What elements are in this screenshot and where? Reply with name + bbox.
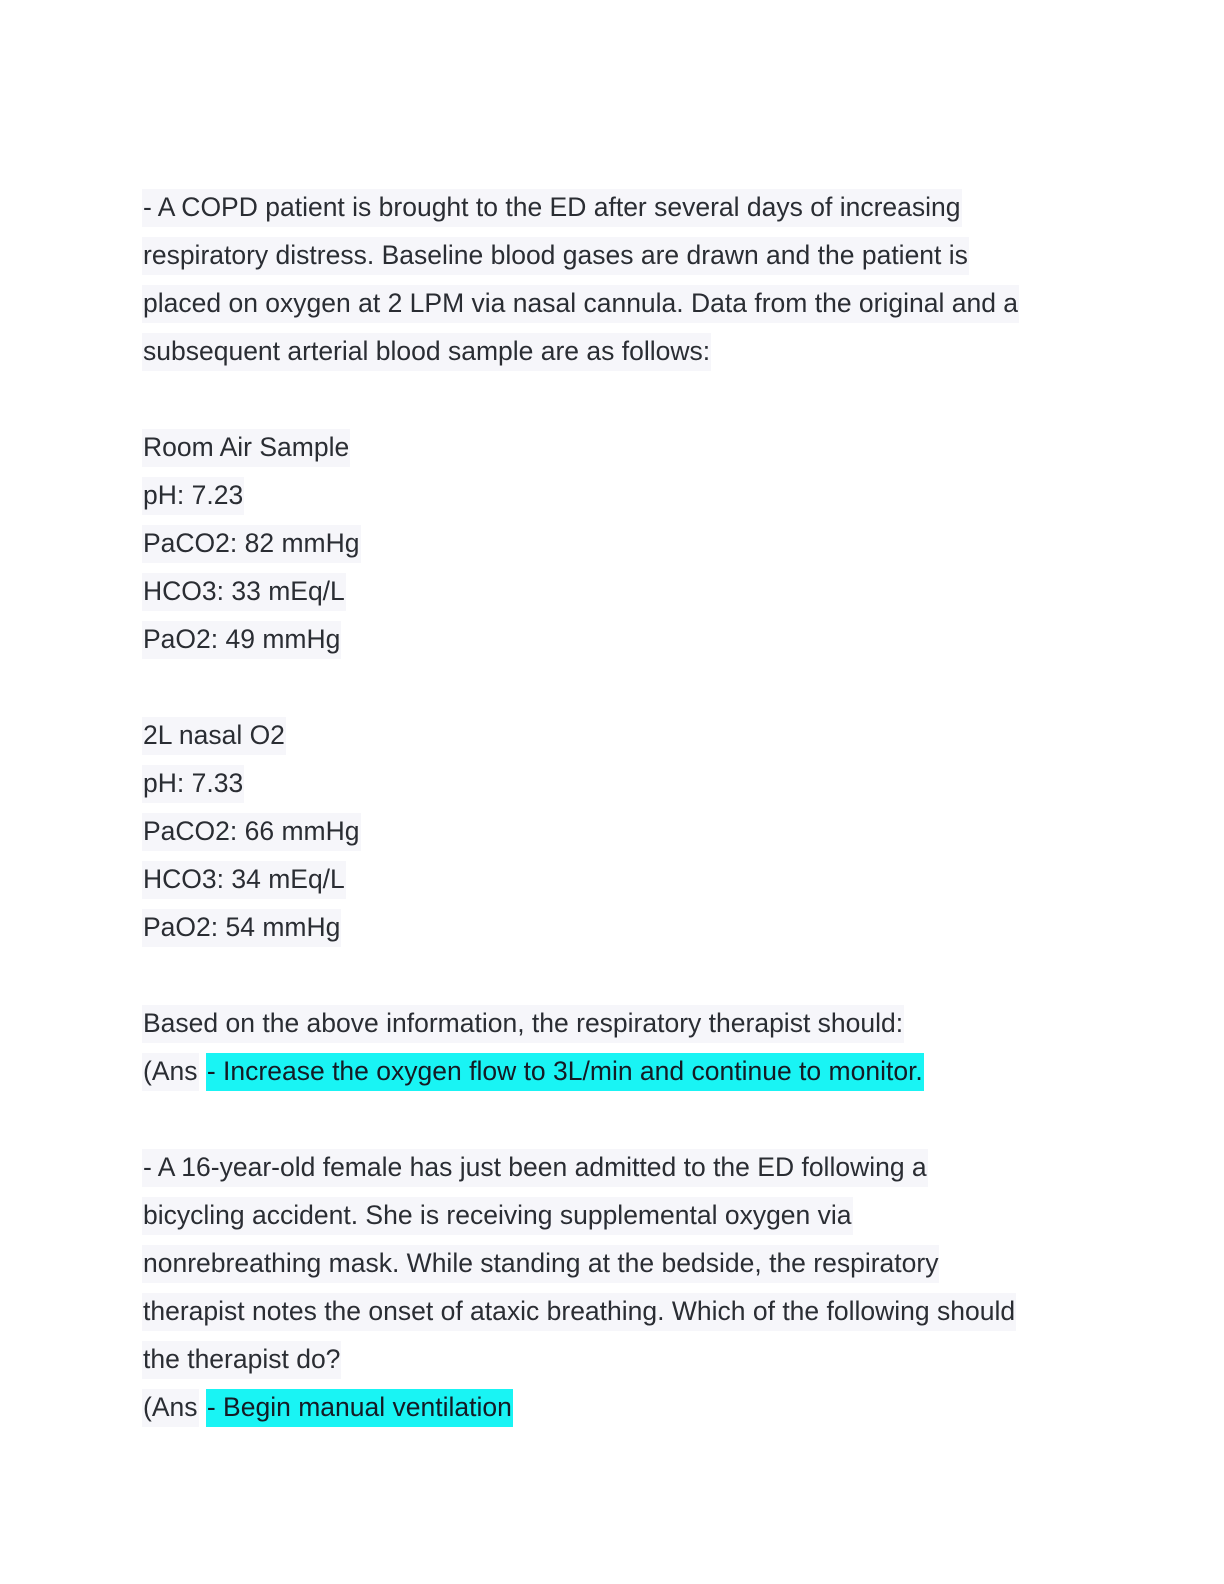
room-air-pao2: PaO2: 49 mmHg [142,621,341,659]
nasal-o2-paco2: PaCO2: 66 mmHg [142,813,361,851]
question-1-line-2: respiratory distress. Baseline blood gases are drawn and the patient is [142,237,969,275]
question-1 [142,183,1082,1095]
question-2-line-3: nonrebreathing mask. While standing at the bedside, the respiratory [142,1245,939,1283]
question-1-prompt: Based on the above information, the respiratory therapist should: [142,1005,904,1043]
question-2-line-2: bicycling accident. She is receiving supplemental oxygen via [142,1197,853,1235]
nasal-o2-ph: pH: 7.33 [142,765,244,803]
room-air-sample [142,423,1082,663]
room-air-hco3: HCO3: 33 mEq/L [142,573,346,611]
question-1-line-3: placed on oxygen at 2 LPM via nasal cannula. Data from the original and a [142,285,1019,323]
question-1-line-1: - A COPD patient is brought to the ED after several days of increasing [142,189,962,227]
question-2 [142,1143,1082,1431]
room-air-paco2: PaCO2: 82 mmHg [142,525,361,563]
room-air-ph: pH: 7.23 [142,477,244,515]
question-1-answer-line [142,1047,1082,1095]
question-2-line-5: the therapist do? [142,1341,341,1379]
question-1-answer: - Increase the oxygen flow to 3L/min and continue to monitor. [206,1053,924,1091]
nasal-o2-title: 2L nasal O2 [142,717,286,755]
question-2-answer-prefix: (Ans [142,1389,199,1427]
room-air-title: Room Air Sample [142,429,350,467]
question-2-line-4: therapist notes the onset of ataxic breathing. Which of the following should [142,1293,1016,1331]
nasal-o2-pao2: PaO2: 54 mmHg [142,909,341,947]
question-1-line-4: subsequent arterial blood sample are as follows: [142,333,711,371]
question-1-answer-prefix: (Ans [142,1053,199,1091]
document-page [142,183,1082,1431]
nasal-o2-sample [142,711,1082,951]
question-2-line-1: - A 16-year-old female has just been admitted to the ED following a [142,1149,928,1187]
question-2-answer: - Begin manual ventilation [206,1389,513,1427]
question-2-answer-line [142,1383,1082,1431]
nasal-o2-hco3: HCO3: 34 mEq/L [142,861,346,899]
